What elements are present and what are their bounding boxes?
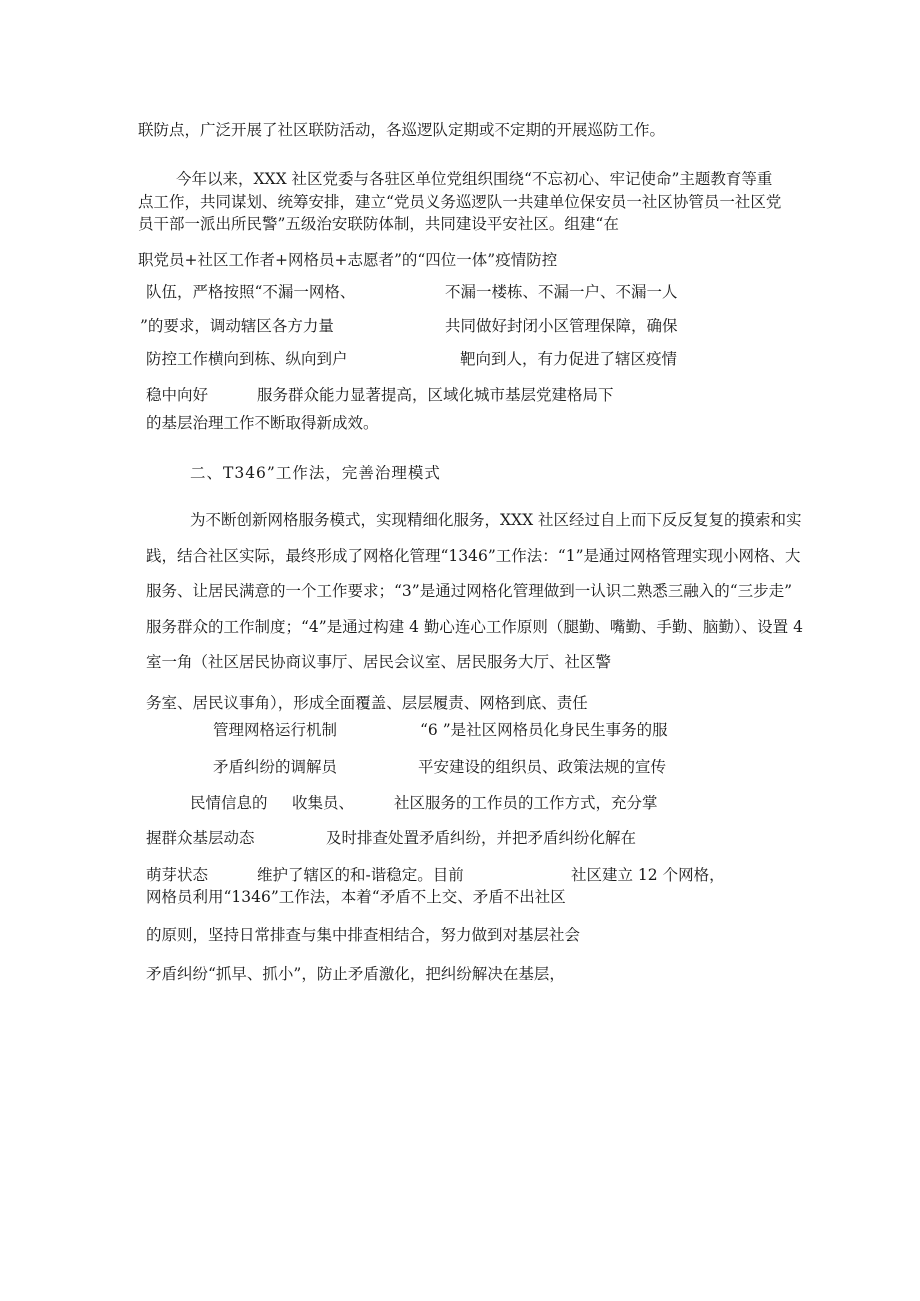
paragraph-line: 管理网格运行机制 (213, 721, 338, 739)
paragraph-line: 点工作，共同谋划、统筹安排，建立“党员义务巡逻队一共建单位保安员一社区协管员一社区党 (138, 193, 782, 211)
paragraph-line: 为不断创新网格服务模式，实现精细化服务，XXX 社区经过自上而下反反复复的摸索和实 (190, 511, 802, 529)
paragraph-line: 及时排查处置矛盾纠纷，并把矛盾纠纷化解在 (326, 829, 637, 847)
paragraph-line: 网格员利用“1346”工作法，本着“矛盾不上交、矛盾不出社区 (146, 888, 566, 906)
paragraph-line: 服务、让居民满意的一个工作要求；“3”是通过网格化管理做到一认识二熟悉三融入的“三步走” (146, 582, 793, 600)
paragraph-line: 社区服务的工作员的工作方式，充分掌 (394, 794, 658, 812)
section-heading: 二、T346”工作法，完善治理模式 (190, 464, 441, 482)
paragraph-line: “6 ”是社区网格员化身民生事务的服 (420, 721, 668, 739)
paragraph-line: ”的要求，调动辖区各方力量 (140, 317, 334, 335)
paragraph-line: 服务群众能力显著提高，区域化城市基层党建格局下 (257, 386, 614, 404)
paragraph-line: 的基层治理工作不断取得新成效。 (146, 414, 379, 432)
paragraph-line: 矛盾纠纷的调解员 (213, 758, 338, 776)
paragraph-line: 服务群众的工作制度；“4”是通过构建 4 勤心连心工作原则（腿勤、嘴勤、手勤、脑勤）、设置 4 (146, 618, 803, 636)
paragraph-line: 维护了辖区的和-谐稳定。目前 (257, 866, 464, 884)
paragraph-line: 的原则，坚持日常排查与集中排查相结合，努力做到对基层社会 (146, 926, 581, 944)
paragraph-line: 靶向到人，有力促进了辖区疫情 (460, 350, 678, 368)
paragraph-line: 社区建立 12 个网格， (571, 866, 725, 884)
paragraph-line: 防控工作横向到栋、纵向到户 (146, 350, 348, 368)
paragraph-line: 萌芽状态 (146, 866, 209, 884)
paragraph-line: 稳中向好 (146, 386, 209, 404)
paragraph-line: 民情信息的 (190, 794, 268, 812)
paragraph-line: 践，结合社区实际，最终形成了网格化管理“1346”工作法：“1”是通过网格管理实现小网格、大 (146, 547, 801, 565)
paragraph-line: 员干部一派出所民警”五级治安联防体制，共同建设平安社区。组建“在 (138, 215, 619, 233)
paragraph-line: 平安建设的组织员、政策法规的宣传 (418, 758, 667, 776)
paragraph-line: 共同做好封闭小区管理保障，确保 (445, 317, 678, 335)
paragraph-line: 室一角（社区居民协商议事厅、居民会议室、居民服务大厅、社区警 (146, 653, 612, 671)
paragraph-line: 队伍，严格按照“不漏一网格、 (146, 283, 356, 301)
paragraph-line: 职党员+社区工作者+网格员+志愿者”的“四位一体”疫情防控 (138, 251, 558, 269)
paragraph-line: 今年以来，XXX 社区党委与各驻区单位党组织围绕“不忘初心、牢记使命”主题教育等重 (176, 170, 773, 188)
paragraph-line: 握群众基层动态 (146, 829, 255, 847)
paragraph-line: 不漏一楼栋、不漏一户、不漏一人 (445, 283, 678, 301)
paragraph-line: 矛盾纠纷“抓早、抓小”，防止矛盾激化，把纠纷解决在基层， (146, 965, 565, 983)
paragraph-line: 联防点，广泛开展了社区联防活动，各巡逻队定期或不定期的开展巡防工作。 (138, 121, 666, 139)
paragraph-line: 收集员、 (292, 794, 355, 812)
paragraph-line: 务室、居民议事角），形成全面覆盖、层层履责、网格到底、责任 (146, 694, 588, 712)
